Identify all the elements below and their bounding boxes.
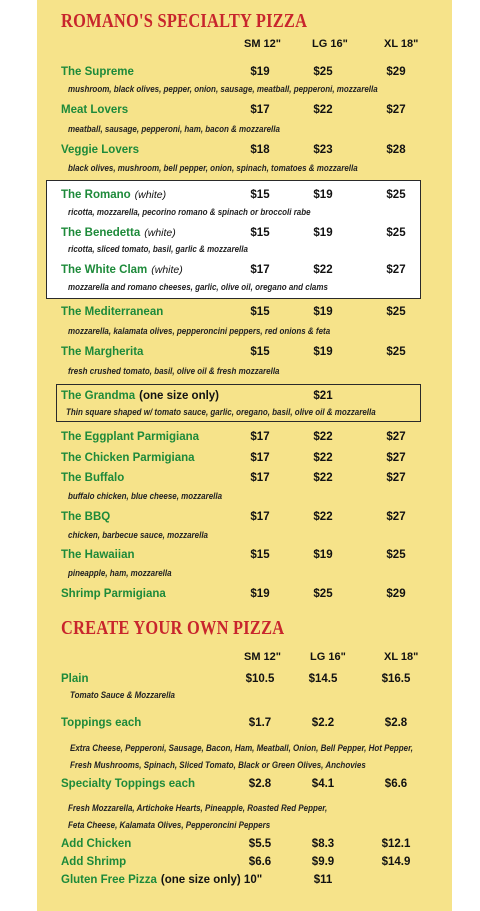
specialty-price-lg: $19 [313, 306, 333, 318]
specialty-item-label: The Supreme [61, 66, 134, 78]
specialty-price-sm: $17 [250, 104, 270, 116]
create-item-label: Gluten Free Pizza [61, 874, 157, 886]
specialty-item-description: mushroom, black olives, pepper, onion, sausage, meatball, pepperoni, mozzarella [68, 84, 378, 94]
specialty-price-xl: $29 [386, 66, 406, 78]
create-item-name [61, 778, 199, 790]
specialty-price-sm: $17 [250, 472, 270, 484]
create-price-sm: $6.6 [248, 856, 272, 868]
specialty-item-label: The White Clam [61, 264, 148, 276]
create-price-xl: $12.1 [381, 838, 411, 850]
toppings-list-line-1: Extra Cheese, Pepperoni, Sausage, Bacon, Ham, Meatball, Onion, Bell Pepper, Hot Pepper, [70, 743, 414, 753]
create-header-lg: LG 16" [310, 651, 346, 663]
create-item-label: Specialty Toppings each [61, 778, 195, 790]
specialty-price-lg: $22 [313, 431, 333, 443]
specialty-price-lg: $22 [313, 104, 333, 116]
specialty-item-name [61, 104, 132, 116]
create-price-sm: $5.5 [248, 838, 272, 850]
create-item-name [61, 717, 145, 729]
create-price-lg: $9.9 [311, 856, 335, 868]
specialty-item-name [61, 390, 219, 402]
specialty-item-description: pineapple, ham, mozzarella [68, 568, 172, 578]
specialty-item-label: The Margherita [61, 346, 144, 358]
specialty-price-xl: $25 [386, 549, 406, 561]
specialty-item-label: The Buffalo [61, 472, 125, 484]
create-item-name [61, 838, 135, 850]
specialty-price-xl: $27 [386, 452, 406, 464]
specialty-price-lg: $25 [313, 66, 333, 78]
create-item-label: Toppings each [61, 717, 142, 729]
specialty-item-description: ricotta, mozzarella, pecorino romano & spinach or broccoli rabe [68, 207, 311, 217]
specialty-item-name [61, 588, 170, 600]
specialty-item-note: (white) [134, 189, 167, 201]
create-price-sm: $1.7 [248, 717, 272, 729]
specialty-item-name [61, 511, 114, 523]
header-lg: LG 16" [312, 38, 348, 50]
specialty-item-label: The Grandma [61, 390, 136, 402]
specialty-item-name [61, 472, 128, 484]
create-item-name [61, 874, 262, 886]
create-price-xl: $2.8 [384, 717, 408, 729]
specialty-price-xl: $28 [386, 144, 406, 156]
specialty-price-xl: $25 [386, 346, 406, 358]
specialty-price-sm: $15 [250, 306, 270, 318]
specialty-price-sm: $15 [250, 549, 270, 561]
specialty-item-label: The Benedetta [61, 227, 141, 239]
create-price-lg: $8.3 [311, 838, 335, 850]
create-header-sm: SM 12" [244, 651, 282, 663]
specialty-price-lg: $22 [313, 264, 333, 276]
specialty-item-description: buffalo chicken, blue cheese, mozzarella [68, 491, 223, 501]
specialty-item-note: (white) [144, 227, 176, 239]
specialty-item-name [61, 346, 147, 358]
create-price-sm: $10.5 [245, 673, 275, 685]
specialty-item-description: ricotta, sliced tomato, basil, garlic & mozzarella [68, 244, 248, 254]
specialty-price-lg: $25 [313, 588, 333, 600]
create-price-lg: $4.1 [311, 778, 335, 790]
specialty-price-xl: $27 [386, 431, 406, 443]
specialty-price-lg: $22 [313, 511, 333, 523]
specialty-item-label: The Mediterranean [61, 306, 164, 318]
header-xl: XL 18" [384, 38, 419, 50]
create-item-name [61, 673, 92, 685]
specialty-title: ROMANO'S SPECIALTY PIZZA [61, 10, 308, 32]
specialty-item-description: meatball, sausage, pepperoni, ham, bacon & mozzarella [68, 124, 280, 134]
specialty-item-description: Thin square shaped w/ tomato sauce, garlic, oregano, basil, olive oil & mozzarella [66, 407, 376, 417]
specialty-price-lg: $22 [313, 472, 333, 484]
specialty-price-lg: $23 [313, 144, 333, 156]
specialty-price-xl: $27 [386, 104, 406, 116]
specialty-price-sm: $18 [250, 144, 270, 156]
specialty-item-name [61, 306, 167, 318]
specialty-item-description: fresh crushed tomato, basil, olive oil & fresh mozzarella [68, 366, 280, 376]
specialty-price-sm: $19 [250, 66, 270, 78]
specialty-toppings-line-1: Fresh Mozzarella, Artichoke Hearts, Pineapple, Roasted Red Pepper, [68, 803, 328, 813]
specialty-item-label: The Chicken Parmigiana [61, 452, 195, 464]
specialty-item-name [61, 66, 138, 78]
specialty-item-label: The Romano [61, 189, 131, 201]
specialty-item-name [61, 227, 176, 239]
specialty-item-label: Shrimp Parmigiana [61, 588, 166, 600]
specialty-price-xl: $25 [386, 189, 406, 201]
create-price-xl: $16.5 [381, 673, 411, 685]
specialty-item-note: (white) [151, 264, 183, 276]
specialty-item-name [61, 452, 199, 464]
create-price-lg: $11 [313, 874, 333, 886]
create-price-xl: $6.6 [384, 778, 408, 790]
specialty-price-lg: $22 [313, 452, 333, 464]
specialty-toppings-line-2: Feta Cheese, Kalamata Olives, Pepperoncini Peppers [68, 820, 271, 830]
specialty-price-lg: $19 [313, 189, 333, 201]
specialty-price-sm: $15 [250, 346, 270, 358]
specialty-price-xl: $29 [386, 588, 406, 600]
specialty-item-name [61, 189, 166, 201]
specialty-item-name [61, 144, 143, 156]
specialty-item-name [61, 549, 139, 561]
specialty-item-description: mozzarella and romano cheeses, garlic, olive oil, oregano and clams [68, 282, 328, 292]
specialty-price-lg: $21 [313, 390, 333, 402]
create-header-xl: XL 18" [384, 651, 419, 663]
specialty-price-sm: $19 [250, 588, 270, 600]
specialty-price-sm: $15 [250, 227, 270, 239]
specialty-item-description: black olives, mushroom, bell pepper, onion, spinach, tomatoes & mozzarella [68, 163, 358, 173]
specialty-item-label: Veggie Lovers [61, 144, 139, 156]
create-item-description: Tomato Sauce & Mozzarella [70, 690, 176, 700]
specialty-item-label: The BBQ [61, 511, 111, 523]
specialty-price-sm: $15 [250, 189, 270, 201]
create-item-label: Add Chicken [61, 838, 132, 850]
create-item-name [61, 856, 130, 868]
toppings-list-line-2: Fresh Mushrooms, Spinach, Sliced Tomato, Black or Green Olives, Anchovies [70, 760, 366, 770]
specialty-item-label: Meat Lovers [61, 104, 129, 116]
specialty-item-description: chicken, barbecue sauce, mozzarella [68, 530, 208, 540]
specialty-item-label: The Eggplant Parmigiana [61, 431, 200, 443]
create-price-xl: $14.9 [381, 856, 411, 868]
specialty-item-note: (one size only) [139, 390, 220, 402]
specialty-item-name [61, 264, 183, 276]
specialty-price-sm: $17 [250, 511, 270, 523]
specialty-price-xl: $25 [386, 227, 406, 239]
specialty-price-sm: $17 [250, 452, 270, 464]
specialty-price-lg: $19 [313, 549, 333, 561]
create-item-label: Plain [61, 673, 89, 685]
create-price-lg: $14.5 [308, 673, 338, 685]
create-item-note: (one size only) 10" [160, 874, 263, 886]
specialty-price-sm: $17 [250, 264, 270, 276]
specialty-item-label: The Hawaiian [61, 549, 135, 561]
specialty-price-xl: $27 [386, 511, 406, 523]
create-title: CREATE YOUR OWN PIZZA [61, 617, 285, 639]
create-item-label: Add Shrimp [61, 856, 127, 868]
specialty-price-xl: $25 [386, 306, 406, 318]
specialty-price-lg: $19 [313, 227, 333, 239]
specialty-item-description: mozzarella, kalamata olives, pepperoncini peppers, red onions & feta [68, 326, 331, 336]
header-sm: SM 12" [244, 38, 282, 50]
specialty-price-sm: $17 [250, 431, 270, 443]
specialty-price-xl: $27 [386, 472, 406, 484]
specialty-price-xl: $27 [386, 264, 406, 276]
specialty-price-lg: $19 [313, 346, 333, 358]
create-price-sm: $2.8 [248, 778, 272, 790]
specialty-item-name [61, 431, 203, 443]
create-price-lg: $2.2 [311, 717, 335, 729]
